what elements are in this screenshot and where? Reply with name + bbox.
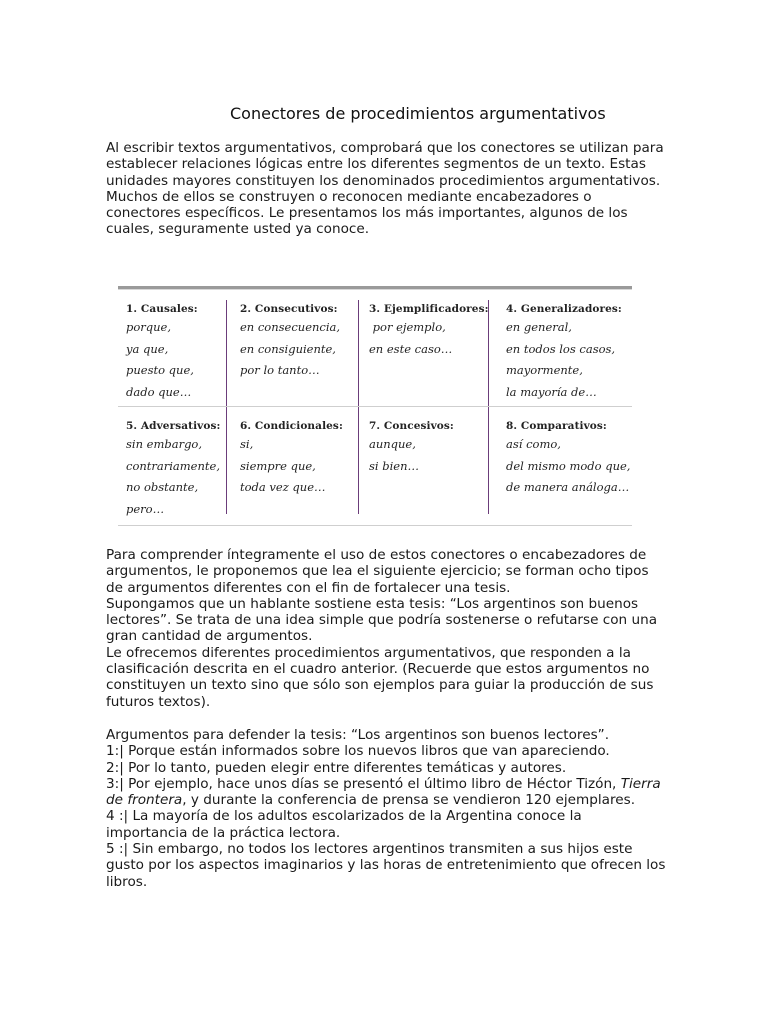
cell-condicionales — [240, 418, 343, 499]
cell-item: en todos los casos, — [506, 341, 616, 356]
cell-item: en consiguiente, — [240, 341, 336, 356]
cell-item: del mismo modo que, — [506, 458, 631, 473]
exercise-text-1: Para comprender íntegramente el uso de estos conectores o encabezadores de argumentos, le proponemos que lea el siguiente ejercicio; se forman ocho tipos de argumentos diferentes con el fin de fortalecer una tesis. — [106, 547, 649, 596]
argument-4: 4 :| La mayoría de los adultos escolarizados de la Argentina conoce la importancia de la práctica lectora. — [106, 808, 582, 841]
document-title: Conectores de procedimientos argumentativos — [230, 104, 606, 123]
cell-item: así como, — [506, 437, 561, 451]
table-bottom-rule — [118, 525, 632, 526]
cell-adversativos — [126, 418, 220, 520]
cell-heading: 3. Ejemplificadores: — [369, 303, 489, 315]
cell-item: siempre que, — [240, 458, 316, 473]
cell-item: aunque, — [369, 437, 416, 451]
cell-heading: 6. Condicionales: — [240, 420, 343, 432]
cell-item: en consecuencia, — [240, 320, 341, 334]
argument-3 — [106, 776, 666, 809]
connectors-table — [118, 286, 632, 526]
cell-item: sin embargo, — [126, 437, 203, 451]
cell-ejemplificadores — [369, 301, 489, 360]
cell-heading: 8. Comparativos: — [506, 420, 607, 432]
cell-item: puesto que, — [126, 363, 194, 377]
intro-text-2: Muchos de ellos se construyen o reconocen mediante encabezadores o conectores específicos. Le presentamos los más importantes, algunos de los cuales, seguramente usted ya conoce. — [106, 188, 628, 238]
row-divider — [118, 406, 632, 407]
argument-3-text-b: , y durante la conferencia de prensa se vendieron 120 ejemplares. — [182, 792, 636, 809]
exercise-paragraph — [106, 547, 666, 710]
cell-item: si bien… — [369, 458, 419, 473]
exercise-text-2: Supongamos que un hablante sostiene esta tesis: “Los argentinos son buenos lectores”. Se trata de una idea simple que podría sostenerse o refutarse con una gran cantidad de argumentos. — [106, 595, 658, 645]
cell-comparativos — [506, 418, 630, 499]
argument-3-text-a: 3:| Por ejemplo, hace unos días se presentó el último libro de Héctor Tizón, — [106, 775, 617, 792]
column-divider — [226, 300, 227, 514]
column-divider — [358, 300, 359, 514]
cell-item: si, — [240, 437, 254, 451]
cell-item: en este caso… — [369, 341, 453, 356]
cell-item: toda vez que… — [240, 480, 326, 494]
cell-item: la mayoría de… — [506, 384, 597, 399]
argument-2: 2:| Por lo tanto, pueden elegir entre diferentes temáticas y autores. — [106, 759, 567, 776]
cell-item: contrariamente, — [126, 458, 220, 473]
cell-heading: 7. Concesivos: — [369, 420, 454, 432]
cell-concesivos — [369, 418, 454, 477]
cell-item: mayormente, — [506, 363, 583, 377]
cell-item: dado que… — [126, 384, 192, 399]
cell-generalizadores — [506, 301, 622, 403]
cell-item: ya que, — [126, 341, 169, 356]
cell-item: de manera análoga… — [506, 480, 630, 494]
cell-heading: 5. Adversativos: — [126, 420, 221, 432]
table-top-rule-shadow — [118, 289, 632, 290]
book-title: Tierra de frontera — [106, 775, 661, 809]
intro-text-1: Al escribir textos argumentativos, comprobará que los conectores se utilizan para establecer relaciones lógicas entre los diferentes segmentos de un texto. Estas unidades mayores constituyen los denominados procedimientos argumentativos. — [106, 140, 664, 189]
cell-item: por lo tanto… — [240, 363, 320, 377]
cell-heading: 4. Generalizadores: — [506, 303, 622, 315]
cell-item: porque, — [126, 320, 172, 334]
cell-item: por ejemplo, — [369, 320, 446, 334]
exercise-text-3: Le ofrecemos diferentes procedimientos argumentativos, que responden a la clasificación descrita en el cuadro anterior. (Recuerde que estos argumentos no constituyen un texto sino que sólo son ejemplos para guiar la producción de sus futuros textos). — [106, 644, 654, 710]
cell-causales — [126, 301, 198, 403]
cell-item: pero… — [126, 501, 165, 516]
argument-1: 1:| Porque están informados sobre los nuevos libros que van apareciendo. — [106, 743, 610, 760]
arguments-intro: Argumentos para defender la tesis: “Los argentinos son buenos lectores”. — [106, 727, 610, 743]
argument-5: 5 :| Sin embargo, no todos los lectores argentinos transmiten a sus hijos este gusto por los aspectos imaginarios y las horas de entretenimiento que ofrecen los libros. — [106, 841, 666, 890]
cell-heading: 2. Consecutivos: — [240, 303, 338, 315]
intro-paragraph — [106, 140, 666, 238]
cell-heading: 1. Causales: — [126, 303, 198, 315]
arguments-list — [106, 727, 666, 890]
cell-consecutivos — [240, 301, 340, 382]
cell-item: en general, — [506, 320, 572, 334]
cell-item: no obstante, — [126, 480, 199, 494]
